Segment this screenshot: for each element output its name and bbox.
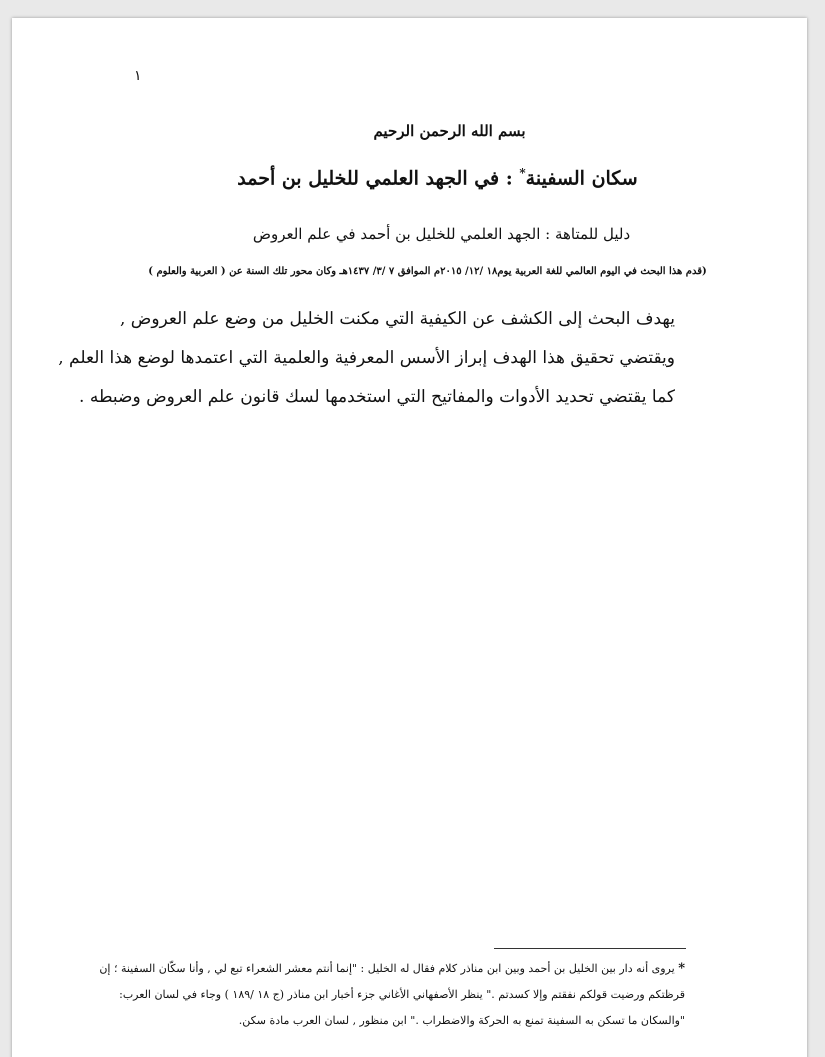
paper-title xyxy=(12,166,807,189)
footnote-separator xyxy=(494,948,686,949)
abstract-line: كما يقتضي تحديد الأدوات والمفاتيح التي استخدمها لسك قانون علم العروض وضبطه . xyxy=(79,387,675,407)
footnote-text: يروى أنه دار بين الخليل بن أحمد وبين ابن مناذر كلام فقال له الخليل : "إنما أنتم معشر الشعراء تبع لي , وأنا سكّان السفينة ؛ إن xyxy=(99,962,679,975)
abstract-line: ويقتضي تحقيق هذا الهدف إبراز الأسس المعرفية والعلمية التي اعتمدها لوضع هذا العلم , xyxy=(58,348,675,368)
document-page xyxy=(12,18,807,1057)
presentation-note: (قدم هذا البحث في اليوم العالمي للغة العربية يوم١٨ /١٢/ ٢٠١٥م الموافق ٧ /٣/ ١٤٣٧هـ وكان محور تلك السنة عن ( العربية والعلوم ) xyxy=(148,266,707,277)
footnote-line: "والسكان ما تسكن به السفينة تمنع به الحركة والاضطراب ." ابن منظور , لسان العرب مادة سكن. xyxy=(238,1014,685,1027)
basmala-heading: بسم الله الرحمن الرحيم xyxy=(373,122,526,140)
footnote-line xyxy=(99,956,685,982)
title-rest: : في الجهد العلمي للخليل بن أحمد xyxy=(237,167,520,190)
paper-subtitle: دليل للمتاهة : الجهد العلمي للخليل بن أحمد في علم العروض xyxy=(252,225,631,243)
footnote-block xyxy=(99,956,685,1034)
title-main: سكان السفينة xyxy=(525,167,638,190)
title-footnote-marker: * xyxy=(519,166,526,180)
footnote-line: قرظتكم ورضيت قولكم نفقتم وإلا كسدتم ." ينظر الأصفهاني الأغاني جزء أخبار ابن مناذر (ج ١٨ /١٨٩ ) وجاء في لسان العرب: xyxy=(119,988,685,1001)
page-number: ١ xyxy=(134,68,142,84)
abstract-line: يهدف البحث إلى الكشف عن الكيفية التي مكنت الخليل من وضع علم العروض , xyxy=(119,309,675,329)
abstract-paragraph xyxy=(58,300,675,417)
footnote-marker: * xyxy=(678,961,685,976)
